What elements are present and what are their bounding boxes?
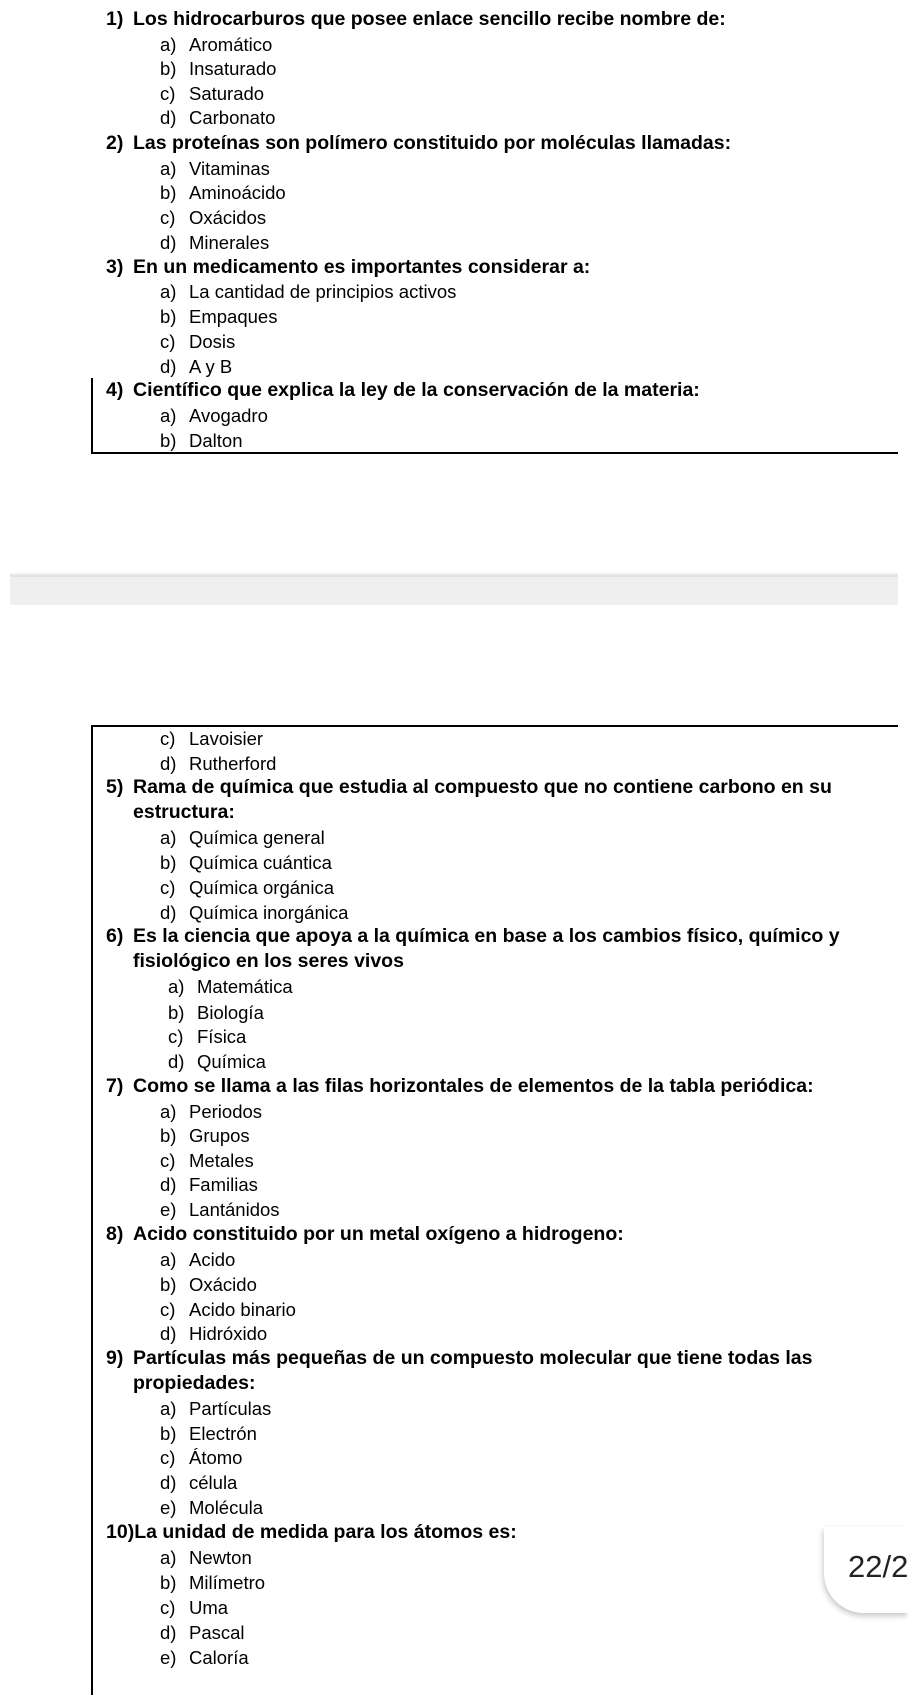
question-2: 2) Las proteínas son polímero constituido por moléculas llamadas: <box>106 132 732 154</box>
option-2a[interactable]: a) Vitaminas <box>160 158 270 179</box>
question-8: 8) Acido constituido por un metal oxígeno a hidrogeno: <box>106 1223 624 1245</box>
question-7: 7) Como se llama a las filas horizontales de elementos de la tabla periódica: <box>106 1075 814 1097</box>
option-1c[interactable]: c) Saturado <box>160 83 265 104</box>
option-10d[interactable]: d) Pascal <box>160 1622 245 1643</box>
page-counter-text: 22/2 <box>848 1549 908 1584</box>
option-6d[interactable]: d) Química <box>168 1051 266 1072</box>
option-8b[interactable]: b) Oxácido <box>160 1274 257 1295</box>
page-separator-band <box>10 573 898 605</box>
option-2d[interactable]: d) Minerales <box>160 232 270 253</box>
option-4d[interactable]: d) Rutherford <box>160 753 277 774</box>
option-7a[interactable]: a) Periodos <box>160 1101 263 1122</box>
option-4b[interactable]: b) Dalton <box>160 430 243 451</box>
option-7e[interactable]: e) Lantánidos <box>160 1199 280 1220</box>
question-9: 9) Partículas más pequeñas de un compuesto molecular que tiene todas las propiedades: <box>106 1347 813 1394</box>
option-5b[interactable]: b) Química cuántica <box>160 852 332 873</box>
option-5c[interactable]: c) Química orgánica <box>160 877 334 898</box>
option-6c[interactable]: c) Física <box>168 1026 247 1047</box>
option-8c[interactable]: c) Acido binario <box>160 1299 296 1320</box>
question-3: 3) En un medicamento es importantes considerar a: <box>106 256 591 278</box>
option-7b[interactable]: b) Grupos <box>160 1125 250 1146</box>
option-2c[interactable]: c) Oxácidos <box>160 207 267 228</box>
option-1a[interactable]: a) Aromático <box>160 34 273 55</box>
frame-left-border <box>91 378 93 454</box>
question-4: 4) Científico que explica la ley de la conservación de la materia: <box>106 379 700 401</box>
page-separator-line <box>10 575 898 577</box>
option-2b[interactable]: b) Aminoácido <box>160 182 286 203</box>
option-4c[interactable]: c) Lavoisier <box>160 728 264 749</box>
page-top <box>0 0 898 454</box>
frame-left-border-2 <box>91 725 93 1695</box>
option-5a[interactable]: a) Química general <box>160 827 325 848</box>
option-6a[interactable]: a) Matemática <box>168 976 293 997</box>
option-7d[interactable]: d) Familias <box>160 1174 258 1195</box>
option-4a[interactable]: a) Avogadro <box>160 405 268 426</box>
option-10e[interactable]: e) Caloría <box>160 1647 249 1668</box>
option-8a[interactable]: a) Acido <box>160 1249 236 1270</box>
option-3b[interactable]: b) Empaques <box>160 306 278 327</box>
option-3a[interactable]: a) La cantidad de principios activos <box>160 281 457 302</box>
option-9a[interactable]: a) Partículas <box>160 1398 272 1419</box>
question-10: 10)La unidad de medida para los átomos es: <box>106 1521 517 1543</box>
option-9c[interactable]: c) Átomo <box>160 1447 243 1468</box>
question-5: 5) Rama de química que estudia al compuesto que no contiene carbono en su estructura: <box>106 776 832 823</box>
option-5d[interactable]: d) Química inorgánica <box>160 902 349 923</box>
question-1: 1) Los hidrocarburos que posee enlace sencillo recibe nombre de: <box>106 8 726 30</box>
option-1b[interactable]: b) Insaturado <box>160 58 277 79</box>
option-9e[interactable]: e) Molécula <box>160 1497 264 1518</box>
option-1d[interactable]: d) Carbonato <box>160 107 276 128</box>
page-gap <box>0 454 898 605</box>
option-3c[interactable]: c) Dosis <box>160 331 236 352</box>
page-bottom <box>0 605 898 1695</box>
option-9d[interactable]: d) célula <box>160 1472 238 1493</box>
page-counter-badge <box>824 1527 908 1613</box>
option-3d[interactable]: d) A y B <box>160 356 233 377</box>
option-10c[interactable]: c) Uma <box>160 1597 229 1618</box>
option-9b[interactable]: b) Electrón <box>160 1423 257 1444</box>
option-10b[interactable]: b) Milímetro <box>160 1572 266 1593</box>
question-6: 6) Es la ciencia que apoya a la química en base a los cambios físico, químico y fisiológico en los seres vivos <box>106 925 840 972</box>
option-10a[interactable]: a) Newton <box>160 1547 252 1568</box>
option-6b[interactable]: b) Biología <box>168 1002 264 1023</box>
option-8d[interactable]: d) Hidróxido <box>160 1323 268 1344</box>
option-7c[interactable]: c) Metales <box>160 1150 254 1171</box>
